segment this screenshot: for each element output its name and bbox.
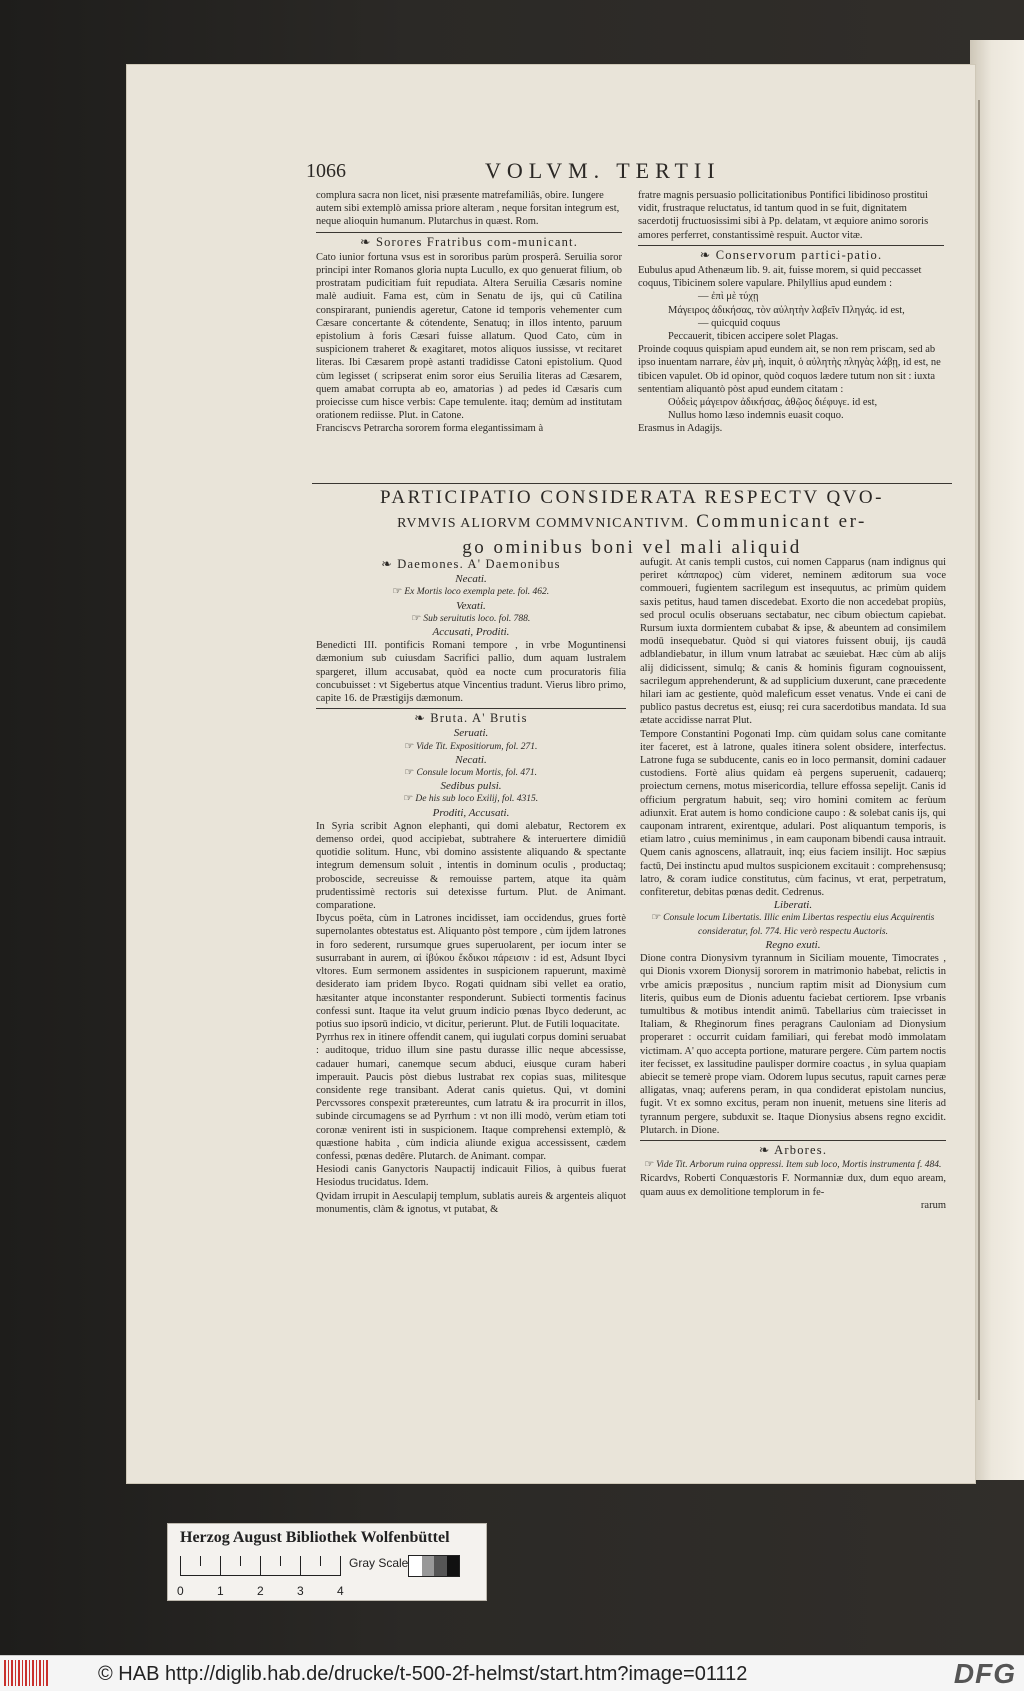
reference-3: ☞ Vide Tit. Expositiorum, fol. 271. [316,741,626,754]
rule [640,1140,946,1141]
section-title-arbores: ❧ Arbores. [758,1142,828,1157]
right-top-column [638,189,944,436]
subhead-necati-2: Necati. [455,753,487,766]
left-bottom-column [316,556,626,1216]
rule [316,232,622,233]
measurement-ruler [177,1556,344,1598]
viewer-footer [0,1655,1024,1691]
barcode-icon [4,1660,48,1686]
reference-7: ☞ Vide Tit. Arborum ruina oppressi. Item sub loco, Mortis instrumenta f. 484. [640,1159,946,1172]
paragraph-intro-left: complura sacra non licet, nisi præsente matrefamiliâs, obire. Iungere autem sibi extemplò amissa priore alteram , neque forsitan integrum est, neque alioquin humanum. Plutarchus in quæst. Rom. [316,190,620,228]
ruler-number: 3 [297,1584,304,1598]
rule [638,245,944,246]
greek-verse-2: Μάγειρος ἀδικήσας, τὸν αὐλητὴν λαβεῖν Πληγάς. id est, [668,304,905,316]
gray-scale-label: Gray Scale [349,1556,409,1570]
pointing-hand-icon: ☞ [410,613,422,624]
ruler-number: 2 [257,1584,264,1598]
subhead-accusati: Accusati, Proditi. [432,626,510,639]
pointing-hand-icon: ☞ [650,913,662,924]
gray-scale-swatch [408,1555,460,1577]
main-title-line-3: go ominibus boni vel mali aliquid [462,537,802,558]
subhead-vexati: Vexati. [456,599,486,612]
library-name: Herzog August Bibliothek Wolfenbüttel [180,1529,450,1546]
latin-verse-3: Nullus homo læso indemnis euasit coquo. [668,410,844,422]
paragraph-hesiodi: Hesiodi canis Ganyctoris Naupactij indicauit Filios, à quibus fuerat Hesiodus trucidatus. Idem. [316,1164,626,1189]
paragraph-cato: Cato iunior fortuna vsus est in sororibus parùm prosperâ. Seruilia soror principi inter Romanos gloria nupta Lucullo, ex quo genuerat filium, ob prostratam pudicitiam fuit repudiata. Altera Seruilia Cæsaris nomine malè audiuit. Fama est, cùm in Senatu de ijs, qui cū Catilina conspirarant, puniendis ageretur, Catone id temporis vehementer cum Cæsare concertante & cótendente, Senatuq; in illos intento, paruum epistolium à foris Cæsari fuisse allatum. Quod Cato, cùm in suspicionem traheret & exagitaret, motos aliquos iussisse, vt recitaret literas. Ibi Cæsarem propè astanti tradidisse Catoni epistolium. Quod cùm legisset ( scripserat enim soror eius Seruilia literas ad Cæsarem, quem amabat corrupta ab eo, amatorias ) ad pedes id Cæsaris cum proiecisse cum hisce verbis: Cape temulente. itaq; demùm ad institutam orationem rediisse. Plut. in Catone. [316,251,622,422]
reference-5: ☞ De his sub loco Exilij, fol. 4315. [316,793,626,806]
reference-6: ☞ Consule locum Libertatis. Illic enim Libertas respectiu eius Acquirentis consideratur, fol. 774. Hic verò respectu Auctoris. [650,913,935,937]
pointing-hand-icon: ☞ [403,741,415,752]
reference-1: ☞ Ex Mortis loco exempla pete. fol. 462. [316,586,626,599]
main-title-line-1: PARTICIPATIO CONSIDERATA RESPECTV QVO- [380,487,884,508]
paragraph-intro-right: fratre magnis persuasio pollicitationibus Pontifici libidinoso prostitui vidit, frustraque reluctatus, id tantum quod in se fuit, dignitatem sacerdotij fructuosissimi sibi à Pp. delatam, vt æquiore animo sororis amores perferret, constantissimè respuit. Auctor vitæ. [638,190,929,241]
paragraph-aufugit: aufugit. At canis templi custos, cui nomen Capparus (nam indignus qui periret κάππαρος) cùm videret, neminem æditorum sua voce commoueri, fugientem sacrilegum est insequutus, ac primùm quidem saxis petitus, haud tamen discedebat. Exorto die non accedebat propiùs, sed procul oculis obseruans sectabatur, nec cibum obiectum capiebat. Rursum iuxta dormientem cubabat & ipse, & abeuntem ad consimilem modū insequebatur. Quòd si qui viatores fuissent obuij, ijs caudâ adblandiebatur, in illum vnum latrabat ac sæuiebat. Hæc cùm ab alijs alij didicissent, simulq; & canis & hominis figuram cognouissent, sacrilegum apprehenderunt, & ad supplicium duxerunt, cane præcedente hilari iam ac gestiente, quòd maleficum esset venatus. Vnde ei cani de publico pastus decretus est, eiusq; rei cura sacerdotibus mandata. Id sua ætate accidisse narrat Plut. [640,557,946,727]
left-top-column [316,189,622,436]
paragraph-francis: Franciscvs Petrarcha sororem forma elegantissimam à [316,423,544,435]
subhead-necati: Necati. [455,573,487,586]
paragraph-dione: Dione contra Dionysivm tyrannum in Siciliam mouente, Timocrates , qui Dionis vxorem Dionysij sororem in matrimonio habebat, relictis in vrbe amicis præpositus , nuncium raptim misit ad Dionysium cum literis, quibus eum de Dionis aduentu faciebat certiorem. Ipse vrbanis tumultibus & motibus intendit animū. Tabellarius cùm traiecisset in Italiam, & Rheginorum fines peragrans Cauloniam ad Dionysium properaret : occurrit cuidam familiari, qui ferebat modò immolatam victimam. A' quo accepta portione, maturare pergere. Cùm partem noctis iter fecisset, ex lassitudine paulisper dormire coactus , in sylua quapiam abiecit se temerè prope viam. Odorem lupus secutus, rapuit carnes peræ alligatas, vnaq; auferens peram, in qua condiderat epistolam nuncius, fugit. Vt ex somno excitus, peram non inuenit, metuens sine literis ad tyrannum pergere, subduxit se. Itaque Dionysius absens regno excidit. Plutarch. in Dione. [640,953,946,1136]
rule [316,708,626,709]
subhead-seruati: Seruati. [453,727,489,740]
flower-ornament-icon: ❧ [359,234,376,249]
subhead-sedibus: Sedibus pulsi. [440,780,502,793]
section-title-bruta: ❧ Bruta. A' Brutis [414,711,528,726]
paragraph-syria: In Syria scribit Agnon elephanti, qui domi alebatur, Rectorem ex demenso ordei, quod accipiebat, subtrahere & interuertere dimidiū quotidie solitum. Hunc, vbi domino assistente aliquando & spectante integrum demensum soluit , intentis in dominum oculis , productaq; proboscide, secreuisse & remouisse partem, atque ita quàm prudentissimè rectoris sui detexisse furtum. Plut. de Animant. comparatione. [316,820,626,912]
title-rule [312,483,952,484]
paragraph-proinde: Proinde coquus quispiam apud eundem ait, se non rem priscam, sed ab ipso inuentam narrare, ἐὰν μὴ, inquit, ὁ αὐλητὴς πληγὰς λάβῃ, id est, ne tibicen vapulet. Ob id opinor, quòd coquos lædere tutum non sit : iuxta sententiam aliquantò pòst apud eundem citatam : [638,344,941,395]
flower-ornament-icon: ❧ [699,247,716,262]
flower-ornament-icon: ❧ [414,711,431,726]
paragraph-tempore: Tempore Constantini Pogonati Imp. cùm quidam solus cane comitante iter faceret, est à latrone, quales itinera solent obsidere, interfectus. Latrone fuga se subducente, canis eo in loco permansit, domini cadauer custodiens. Fortè alius quidam eà pergens superuenit, cadauerq; proiectum cernens, motus misericordia, tellure effossa sepelijt. Canis id officium pergratum habuit, seq; viro homini comitem ac ferùum adiunxit. Erat autem is homo condicione caupo : & solebat canis ijs, qui cauponam intrarent, exirentque, adulari. Post aliquantum temporis, is etiam latro , cuius meminimus , in eam cauponam bibendi causa intrauit. Quem canis agnoscens, allatrauit, inq; eius faciem insilijt. Hoc sæpius factū, Dei instinctu apud multos suspicionem excitauit : comprehensusq; latro, & coram iudice constitutus, cùm facinus, vt erat, perpetratum, confiteretur, debitas pœnas dedit. Cedrenus. [640,728,946,899]
paragraph-benedicti: Benedicti III. pontificis Romani tempore , in vrbe Moguntinensi dæmonium sub cuiusdam Sacrifici pallio, dum aquam lustralem spargeret, illum accusabat, quòd ea nocte cum procuratoris filia concubuisset : vt Sigebertus atque Vincentius tradunt. Vierus libro primo, capite 16. de Præstigijs dæmonum. [316,640,626,705]
greek-verse-3: Οὐδεὶς μάγειρον ἀδικήσας, ἀθῷος διέφυγε. id est, [668,397,878,409]
catchword: rarum [920,1199,946,1211]
pointing-hand-icon: ☞ [391,587,403,598]
section-title-conservorum: ❧ Conservorum partici-patio. [699,247,883,262]
ruler-number: 1 [217,1584,224,1598]
latin-verse-1: — quicquid coquus [698,317,781,329]
reference-4: ☞ Consule locum Mortis, fol. 471. [316,767,626,780]
archive-label-card [167,1523,487,1601]
latin-verse-2: Peccauerit, tibicen accipere solet Plagas. [668,331,839,343]
facing-page-edge [970,40,1024,1480]
pointing-hand-icon: ☞ [404,768,415,779]
main-title-line-2: RVMVIS ALIORVM COMMVNICANTIVM. Communicant er- [397,511,867,532]
greek-verse-1: — ἐπὶ μὲ τύχῃ [698,291,759,303]
paragraph-quidam: Qvidam irrupit in Aesculapij templum, sublatis aureis & argenteis aliquot monumentis, clàm & ignotus, vt putabat, & [316,1190,626,1215]
running-head: VOLVM. TERTII [485,158,721,183]
flower-ornament-icon: ❧ [381,557,398,571]
flower-ornament-icon: ❧ [758,1142,775,1157]
reference-2: ☞ Sub seruitutis loco. fol. 788. [316,613,626,626]
paragraph-eubulus: Eubulus apud Athenæum lib. 9. ait, fuisse morem, si quid peccasset coquus, Tibicinem solere vapulare. Philyllius apud eundem : [638,265,922,290]
ruler-number: 0 [177,1584,184,1598]
subhead-liberati: Liberati. [773,899,813,912]
page-number: 1066 [306,160,346,182]
source-url[interactable]: © HAB http://diglib.hab.de/drucke/t-500-2f-helmst/start.htm?image=01112 [98,1663,748,1685]
section-main-title [312,486,952,560]
ruler-number: 4 [337,1584,344,1598]
pointing-hand-icon: ☞ [643,1160,654,1171]
paragraph-ricardus: Ricardvs, Roberti Conquæstoris F. Normanniæ dux, dum equo aream, quam auus ex demolitione templorum in fe- [640,1173,946,1198]
dfg-logo: DFG [953,1658,1016,1689]
citation-erasmus: Erasmus in Adagijs. [638,423,723,435]
section-title-sorores: ❧ Sorores Fratribus com-municant. [359,234,579,249]
paragraph-pyrrhus: Pyrrhus rex in itinere offendit canem, qui iugulati corpus domini seruabat : auditoque, triduo illum sine pastu durasse illic neque abcessisse, cadauer humari, canemque secum abduci, eiusque curam haberi imperauit. Paucis pòst diebus lustrabat rex copias suas, militesque considente rege transibant. Aderat canis quietus. Qui, vt domini Percvssores conspexit prætereuntes, cum latratu & ira procurrit in illos, subinde circumagens se ad Pyrrhum : vt non illi modò, verùm etiam toti coronæ venirent isti in suspicionem. Itaque comprehensi extemplò, & quæstione habita , cùm indicia aliunde exigua accessissent, cædem confessi, pœnas dedêre. Plutarch. de Animant. compar. [316,1032,626,1162]
pointing-hand-icon: ☞ [403,794,414,805]
paragraph-ibycus: Ibycus poëta, cùm in Latrones incidisset, iam occidendus, grues fortè supernolantes obtestatus est. Aliquanto pòst tempore , cùm ijdem latrones in foro sederent, rursumque grues superuolarent, per iocum inter se susurrabant in aurem, αἱ ἰβύκου ἔκδικοι πάρεισιν : id est, Adsunt Ibyci vltores. Eum sermonem assidentes in suspicionem rapuerunt, maximè desiderato iam pridem Ibyco. Rogati quidnam sibi vellet ea oratio, hæsitanter atque inconstanter responderunt. Subiecti tormentis facinus confessi sunt. Itaque ita velut gruum indicio pœnas Ibyco dederunt, ac potius suo ipsorū indicio, vt dicitur, perierunt. Plut. de Futili loquacitate. [316,913,626,1030]
right-bottom-column [640,556,946,1212]
subhead-regno: Regno exuti. [765,938,821,951]
section-title-daemones: ❧ Daemones. A' Daemonibus [381,557,561,571]
subhead-proditi: Proditi, Accusati. [432,806,510,819]
